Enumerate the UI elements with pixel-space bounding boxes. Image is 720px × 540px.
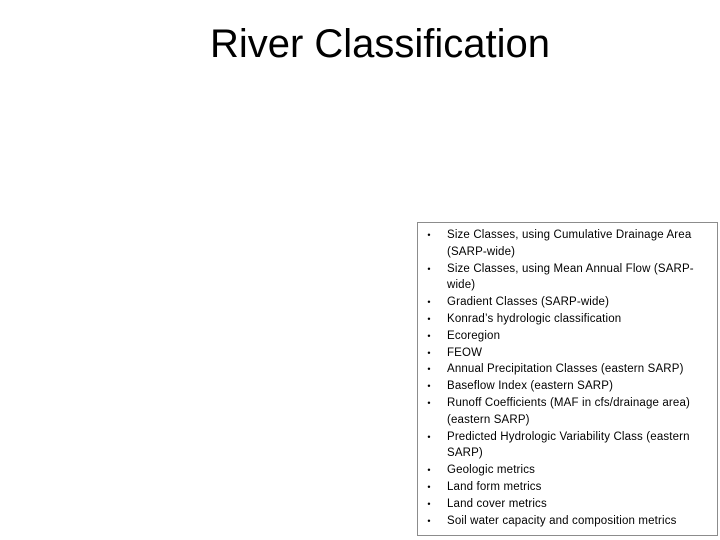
list-item-text: Runoff Coefficients (MAF in cfs/drainage area) (eastern SARP) xyxy=(447,396,690,426)
list-item xyxy=(418,294,711,311)
bullet-icon: • xyxy=(427,397,431,408)
slide-title: River Classification xyxy=(209,22,551,66)
list-item-text: Ecoregion xyxy=(447,329,501,342)
list-item-text: Predicted Hydrologic Variability Class (eastern SARP) xyxy=(447,430,690,460)
bullet-list xyxy=(418,223,717,529)
list-item xyxy=(418,261,711,295)
bullet-icon: • xyxy=(427,263,431,274)
list-item xyxy=(418,395,711,429)
list-item xyxy=(418,361,711,378)
list-item-text: Annual Precipitation Classes (eastern SARP) xyxy=(447,363,684,376)
list-item-text: Konrad’s hydrologic classification xyxy=(447,312,622,325)
bullet-icon: • xyxy=(427,330,431,341)
bullet-icon: • xyxy=(427,297,431,308)
list-item xyxy=(418,345,711,362)
list-item-text: Size Classes, using Mean Annual Flow (SARP-wide) xyxy=(447,262,694,292)
bullet-icon: • xyxy=(427,431,431,442)
bullet-icon: • xyxy=(427,230,431,240)
list-item xyxy=(418,311,711,328)
bullet-text-box xyxy=(417,222,718,536)
list-item xyxy=(418,496,711,513)
bullet-icon: • xyxy=(427,313,431,324)
list-item xyxy=(418,429,711,463)
bullet-icon: • xyxy=(427,515,431,526)
bullet-icon: • xyxy=(427,498,431,509)
bullet-icon: • xyxy=(427,465,431,476)
bullet-icon: • xyxy=(427,364,431,375)
bullet-icon: • xyxy=(427,481,431,492)
list-item xyxy=(418,462,711,479)
list-item-text: Geologic metrics xyxy=(447,464,536,477)
list-item xyxy=(418,513,711,530)
list-item-text: FEOW xyxy=(447,346,483,359)
list-item-text: Land form metrics xyxy=(447,480,542,493)
list-item-text: Gradient Classes (SARP-wide) xyxy=(447,296,610,309)
list-item-text: Soil water capacity and composition metrics xyxy=(447,514,677,527)
list-item xyxy=(418,479,711,496)
list-item xyxy=(418,227,711,261)
list-item-text: Size Classes, using Cumulative Drainage Area (SARP-wide) xyxy=(447,229,692,258)
list-item xyxy=(418,328,711,345)
bullet-icon: • xyxy=(427,381,431,392)
bullet-icon: • xyxy=(427,347,431,358)
list-item-text: Baseflow Index (eastern SARP) xyxy=(447,380,614,393)
list-item xyxy=(418,378,711,395)
list-item-text: Land cover metrics xyxy=(447,497,547,510)
